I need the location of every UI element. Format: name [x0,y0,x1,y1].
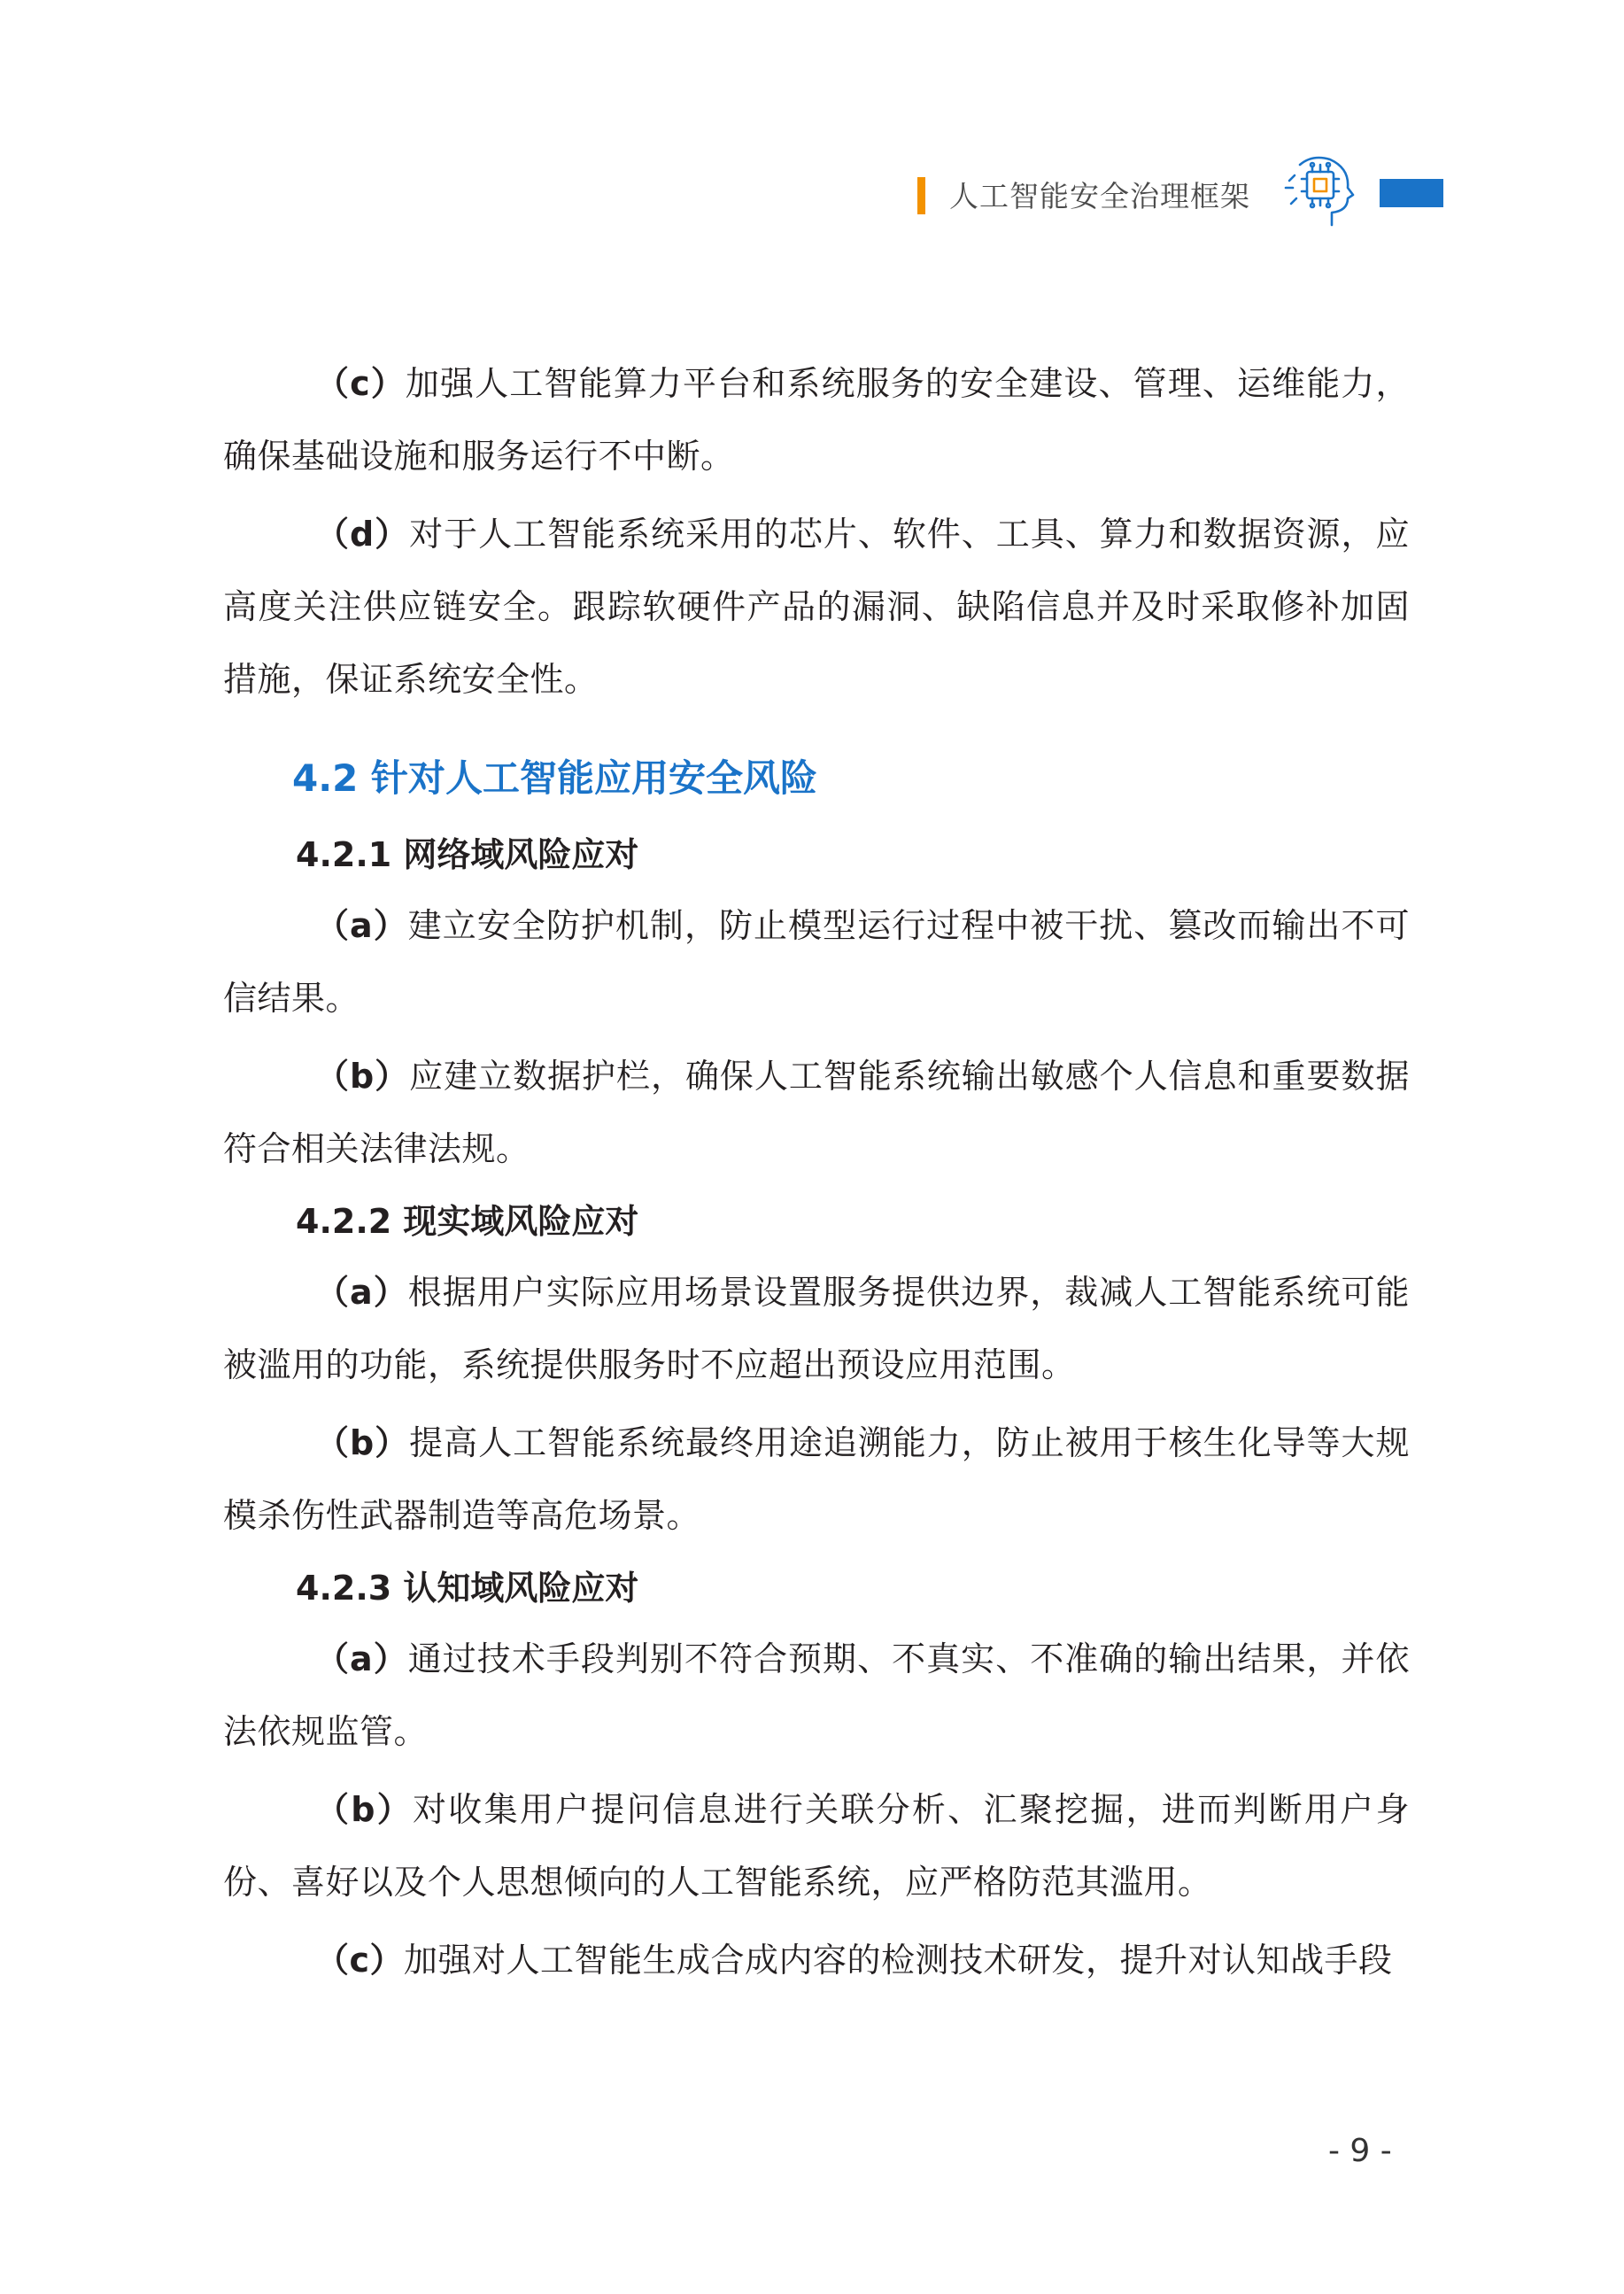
page-number: - 9 - [1328,2133,1392,2169]
item-text: 对收集用户提问信息进行关联分析、汇聚挖掘，进而判断用户身份、喜好以及个人思想倾向的人工智能系统，应严格防范其滥用。 [223,1790,1410,1902]
page-header [903,168,1452,230]
item-label: （a） [315,1273,408,1312]
list-item [223,1256,1410,1401]
item-text: 提高人工智能系统最终用途追溯能力，防止被用于核生化导等大规模杀伤性武器制造等高危场景。 [223,1423,1410,1535]
item-label: （c） [315,1941,405,1980]
item-label: （a） [315,906,408,945]
subsection-heading-4-2-2: 4.2.2 现实域风险应对 [296,1202,639,1241]
paragraph-d [223,498,1410,716]
item-text: 建立安全防护机制，防止模型运行过程中被干扰、篡改而输出不可信结果。 [223,906,1410,1018]
list-item [223,1040,1410,1185]
item-text: 通过技术手段判别不符合预期、不真实、不准确的输出结果，并依法依规监管。 [223,1639,1410,1751]
section-heading: 4.2 针对人工智能应用安全风险 [292,756,818,800]
item-label: （a） [315,1639,408,1678]
header-title: 人工智能安全治理框架 [949,179,1250,213]
list-item [223,1623,1410,1768]
list-item [223,1924,1410,1996]
item-text: 加强对人工智能生成合成内容的检测技术研发，提升对认知战手段 [404,1941,1393,1980]
item-label: （d） [315,515,410,554]
item-text: 加强人工智能算力平台和系统服务的安全建设、管理、运维能力，确保基础设施和服务运行不中断。 [223,364,1410,476]
item-text: 对于人工智能系统采用的芯片、软件、工具、算力和数据资源，应高度关注供应链安全。跟踪软硬件产品的漏洞、缺陷信息并及时采取修补加固措施，保证系统安全性。 [223,515,1410,699]
subsection-heading-4-2-3: 4.2.3 认知域风险应对 [296,1569,639,1608]
item-label: （b） [315,1423,410,1462]
ai-head-chip-icon [1277,149,1362,234]
list-item [223,1773,1410,1918]
list-item [223,889,1410,1035]
item-text: 根据用户实际应用场景设置服务提供边界，裁减人工智能系统可能被滥用的功能，系统提供服务时不应超出预设应用范围。 [223,1273,1410,1384]
item-label: （c） [315,364,406,403]
paragraph-c [223,347,1410,492]
item-label: （b） [315,1057,410,1096]
item-text: 应建立数据护栏，确保人工智能系统输出敏感个人信息和重要数据符合相关法律法规。 [223,1057,1410,1168]
item-label: （b） [315,1790,414,1829]
list-item [223,1407,1410,1552]
header-color-block [1380,179,1443,207]
subsection-heading-4-2-1: 4.2.1 网络域风险应对 [296,835,639,874]
document-body [223,347,1410,2002]
header-accent-bar [917,177,925,214]
